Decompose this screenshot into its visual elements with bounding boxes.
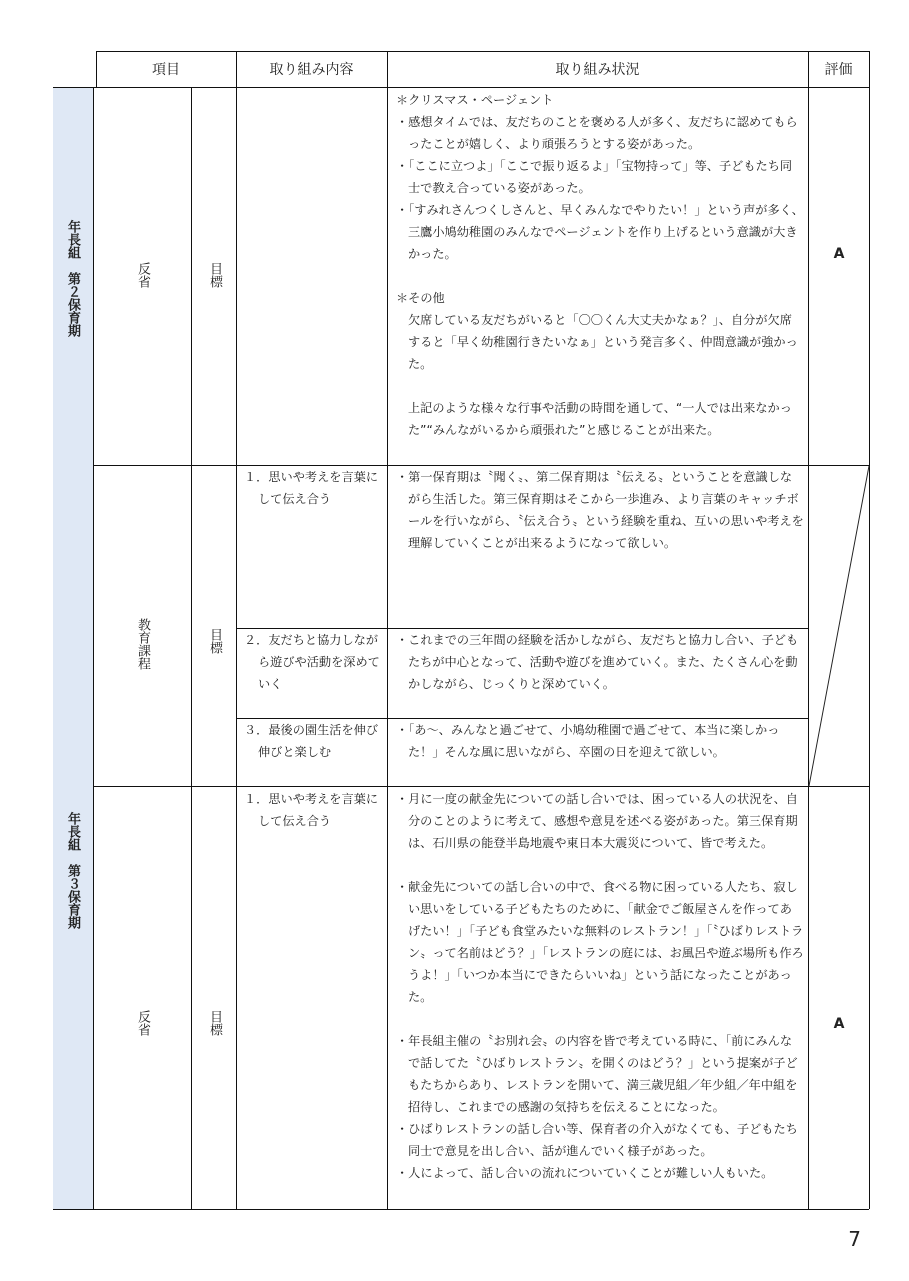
term2-grade: A [833, 246, 845, 262]
col-line-kind [236, 51, 237, 1209]
term2-kind: 目標 [207, 262, 222, 288]
col-line-term [93, 87, 94, 1209]
header-content: 取り組み内容 [269, 62, 354, 78]
curriculum-content-1: １．思いや考えを言葉にして伝え合う [244, 470, 379, 506]
col-line-category [191, 87, 192, 1209]
term2-status-line: ＊クリスマス・ページェント [396, 93, 554, 107]
term2-status [396, 89, 804, 441]
term3-curriculum-category: 教育課程 [135, 618, 150, 670]
term2-status-line: ・「ここに立つよ」「ここで振り返るよ」「宝物持って」等、子どもたち同士で教え合っている姿があった。 [396, 159, 793, 195]
term2-status-line: ・感想タイムでは、友だちのことを褒める人が多く、友だちに認めてもらったことが嬉しく、より頑張ろうとする姿があった。 [396, 115, 798, 151]
table-top-border [96, 51, 869, 52]
header-item: 項目 [152, 62, 180, 78]
curriculum-status-2: ・これまでの三年間の経験を活かしながら、友だちと協力し合い、子どもたちが中心となって、活動や遊びを進めていく。また、たくさん心を動かしながら、じっくりと深めていく。 [396, 633, 799, 691]
term2-status-line: ・「すみれさんつくしさんと、早くみんなでやりたい！」という声が多く、三鷹小鳩幼稚園のみんなでページェントを作り上げるという意識が大きかった。 [396, 203, 804, 261]
term3-reflection-category: 反省 [135, 1010, 150, 1036]
term2-category: 反省 [135, 262, 150, 288]
eval-slash [808, 465, 870, 787]
col-line-head-left [96, 51, 97, 87]
reflection-paragraph: ・ひばりレストランの話し合い等、保育者の介入がなくても、子どもたち同士で意見を出し合い、話が進んでいく様子があった。 [396, 1122, 798, 1158]
table-bottom-border [53, 1209, 869, 1210]
term2-label: 年長組 第２保育期 [65, 220, 80, 337]
reflection-content: １．思いや考えを言葉にして伝え合う [244, 792, 379, 828]
term2-status-line: 欠席している友だちがいると「〇〇くん大丈夫かなぁ？」、自分が欠席すると「早く幼稚園行きたいなぁ」という発言多く、仲間意識が強かった。 [408, 313, 798, 371]
curriculum-status-3: ・「あ〜、みんなと過ごせて、小鳩幼稚園で過ごせて、本当に楽しかった！」そんな風に思いながら、卒園の日を迎えて欲しい。 [396, 723, 780, 759]
page-number: 7 [848, 1227, 861, 1251]
term2-status-line: ＊その他 [396, 291, 445, 305]
term3-reflection-kind: 目標 [207, 1010, 222, 1036]
curriculum-content-2: ２．友だちと協力しながら遊びや活動を深めていく [244, 633, 380, 691]
header-bottom-border [53, 87, 869, 88]
reflection-status [396, 788, 804, 1184]
reflection-paragraph: ・献金先についての話し合いの中で、食べる物に困っている人たち、寂しい思いをしている子どもたちのために、「献金でご飯屋さんを作ってあげたい！」「子ども食堂みたいな無料のレストラン！」「〝ひばりレストラン〟って名前はどう？」「レストランの庭には、お風呂や遊ぶ場所も作ろうよ！」「いつか本当にできたらいいね」という話になったことがあった。 [396, 880, 804, 1004]
section-divider [93, 786, 869, 787]
term2-status-line: 上記のような様々な行事や活動の時間を通して、“一人では出来なかった”“みんながいるから頑張れた”と感じることが出来た。 [408, 401, 792, 437]
reflection-paragraph: ・月に一度の献金先についての話し合いでは、困っている人の状況を、自分のことのように考えて、感想や意見を述べる姿があった。第三保育期は、石川県の能登半島地震や東日本大震災について、皆で考えた。 [396, 792, 798, 850]
curriculum-status-1: ・第一保育期は〝聞く〟、第二保育期は〝伝える〟ということを意識しながら生活した。第三保育期はそこから一歩進み、より言葉のキャッチボールを行いながら、〝伝え合う〟という経験を重ね、互いの思いや考えを理解していくことが出来るようになって欲しい。 [396, 470, 804, 550]
term3-label: 年長組 第３保育期 [65, 812, 80, 929]
reflection-paragraph: ・年長組主催の〝お別れ会〟の内容を皆で考えている時に、「前にみんなで話してた〝ひばりレストラン〟を開くのはどう？」という提案が子どもたちからあり、レストランを開いて、満三歳児組／年少組／年中組を招待し、これまでの感謝の気持ちを伝えることになった。 [396, 1034, 798, 1114]
header-status: 取り組み状況 [555, 62, 640, 78]
header-eval: 評価 [824, 62, 853, 78]
curriculum-content-3: ３．最後の園生活を伸び伸びと楽しむ [244, 723, 379, 759]
term3-curriculum-kind: 目標 [207, 628, 222, 654]
reflection-paragraph: ・人によって、話し合いの流れについていくことが難しい人もいた。 [396, 1166, 774, 1180]
col-line-content [387, 51, 388, 1209]
term3-grade: A [833, 1016, 845, 1032]
